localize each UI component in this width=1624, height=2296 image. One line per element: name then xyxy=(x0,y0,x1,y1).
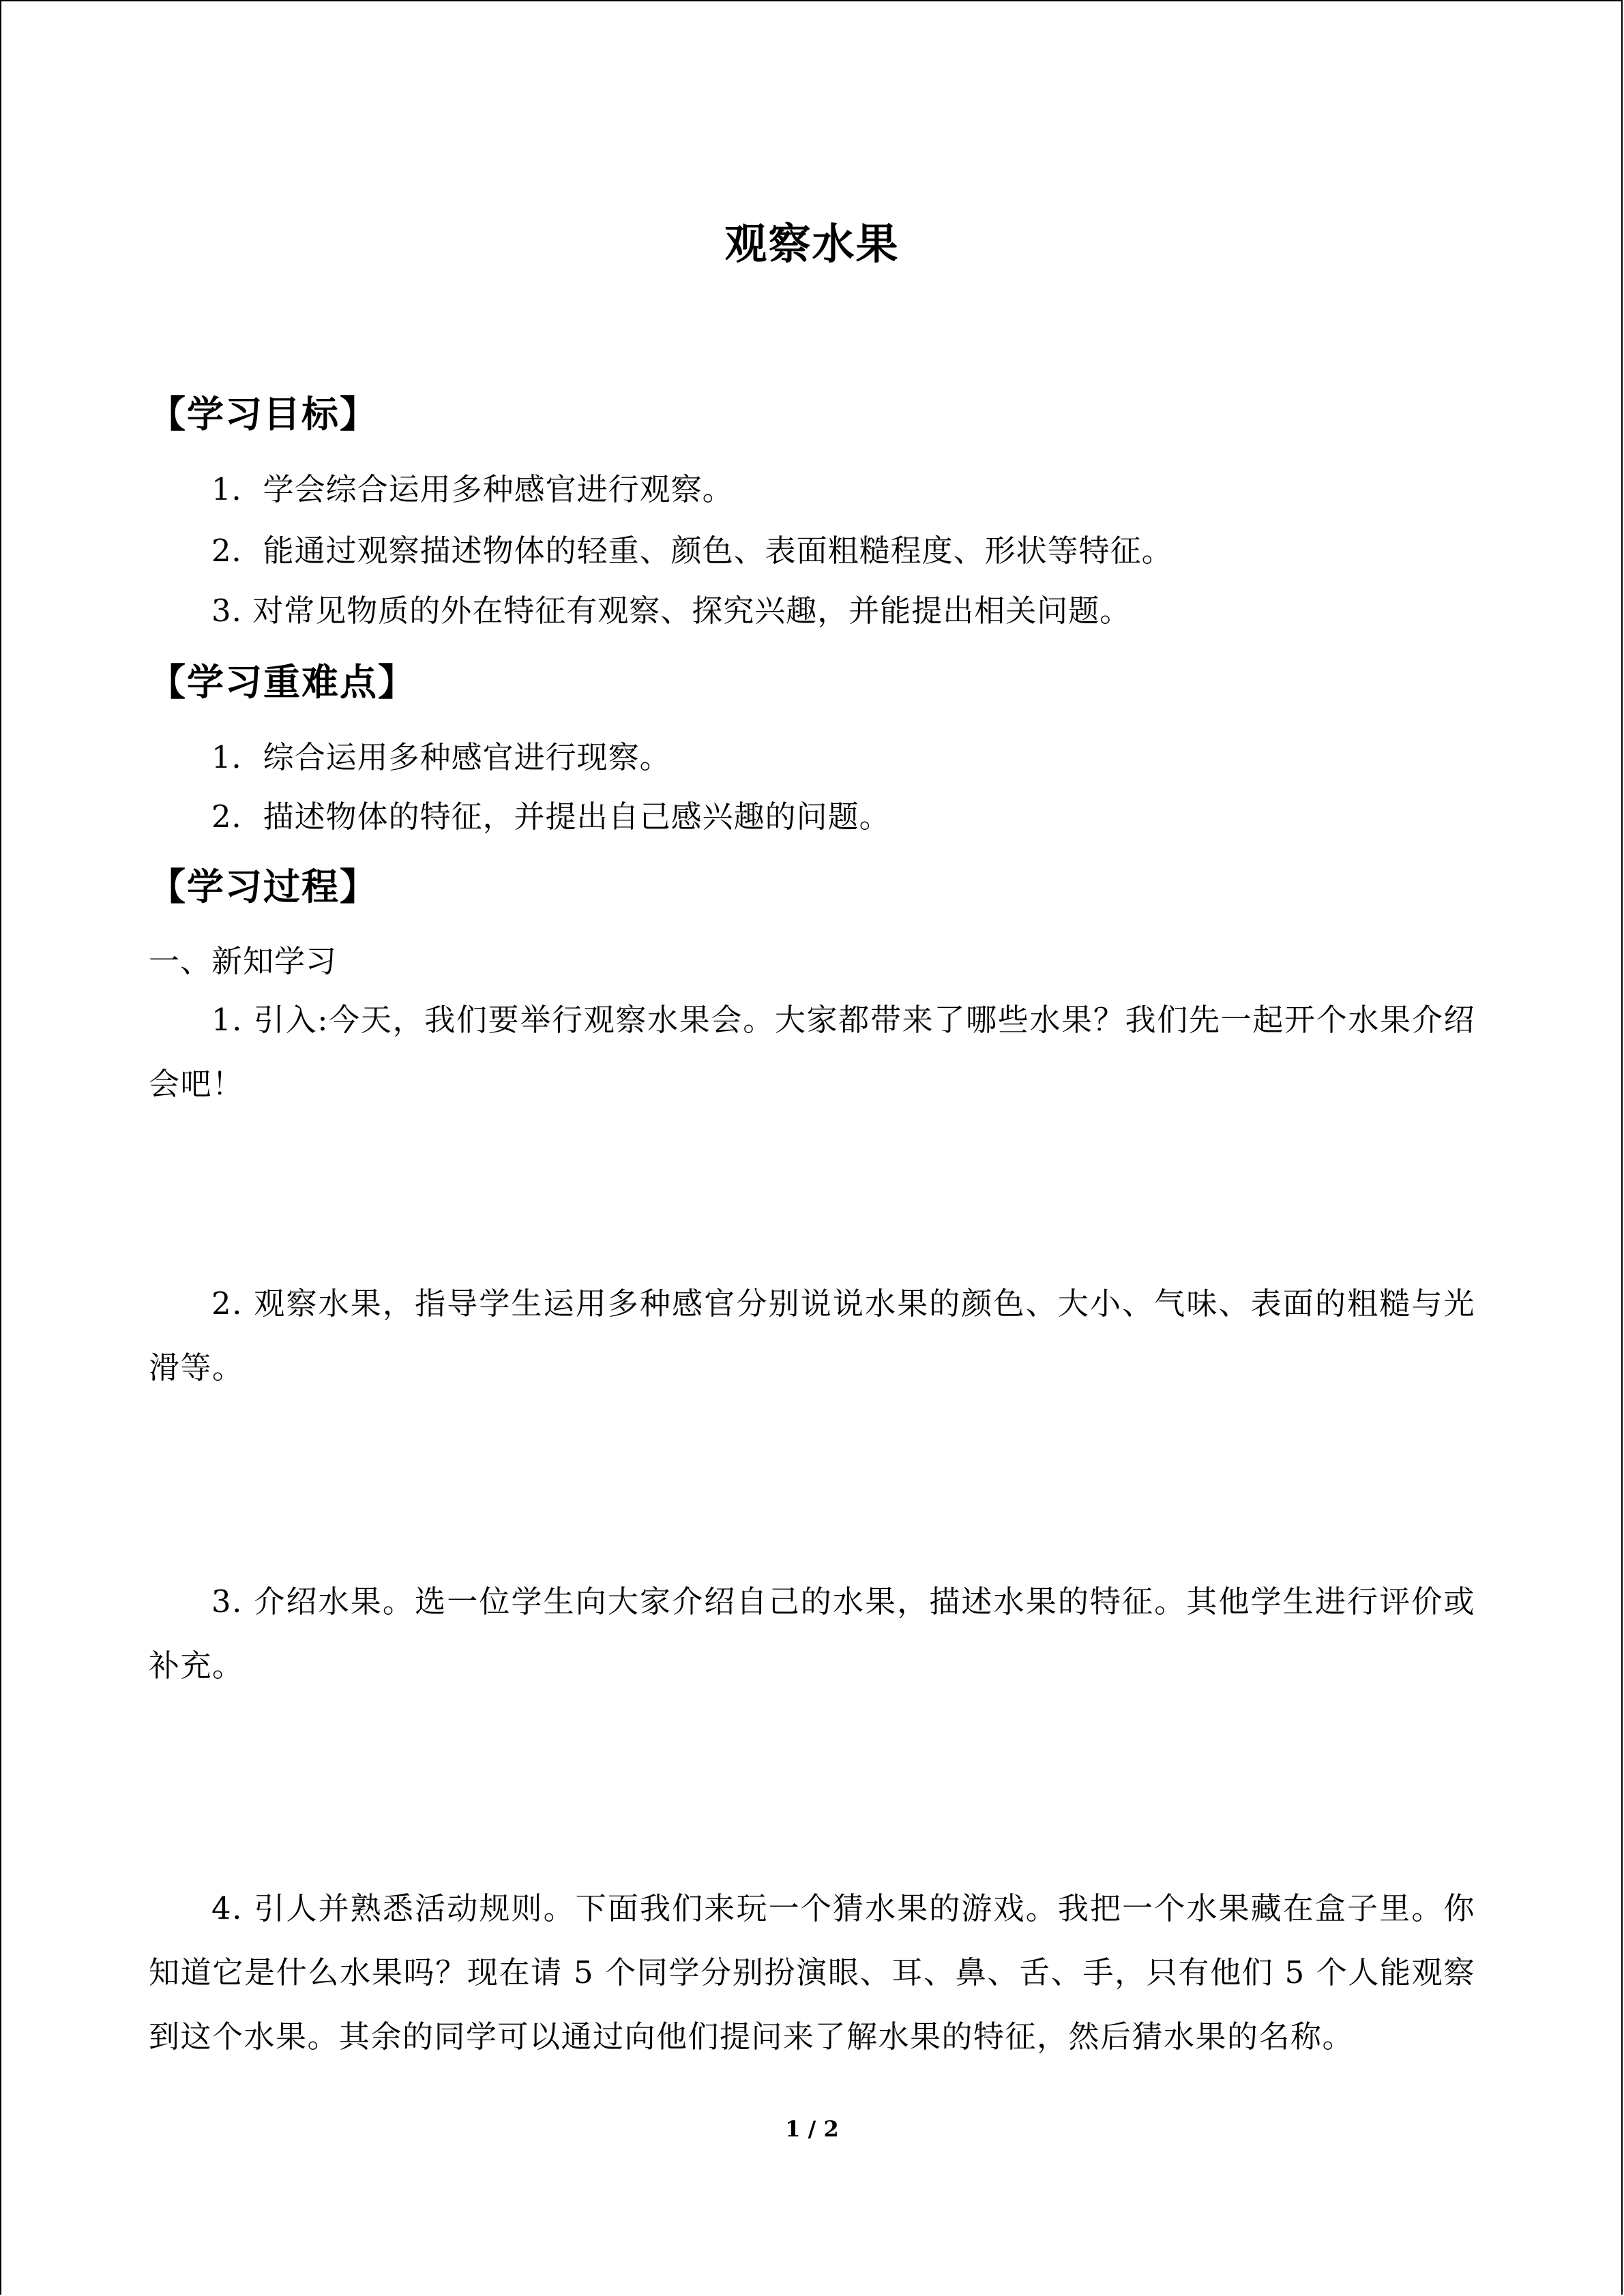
process-step-4: 4. 引人并熟悉活动规则。下面我们来玩一个猜水果的游戏。我把一个水果藏在盒子里。你知道它是什么水果吗？现在请 5 个同学分别扮演眼、耳、鼻、舌、手，只有他们 5 个人能观察到这个水果。其余的同学可以通过向他们提问来了解水果的特征，然后猜水果的名称。 xyxy=(149,1890,1475,2055)
heading-key-points: 【学习重难点】 xyxy=(149,661,416,704)
process-step-3: 3. 介绍水果。选一位学生向大家介绍自己的水果，描述水果的特征。其他学生进行评价或补充。 xyxy=(149,1583,1475,1684)
objective-item-1: 1．学会综合运用多种感官进行观察。 xyxy=(211,471,734,507)
key-point-item-1: 1．综合运用多种感官进行现察。 xyxy=(211,739,671,775)
process-step-2: 2. 观察水果，指导学生运用多种感官分别说说水果的颜色、大小、气味、表面的粗糙与光滑等。 xyxy=(149,1285,1475,1386)
key-point-item-2: 2．描述物体的特征，并提出自己感兴趣的问题。 xyxy=(211,799,891,835)
process-subheading: 一、新知学习 xyxy=(149,943,338,979)
page-number: 1 / 2 xyxy=(785,2116,839,2142)
heading-objectives: 【学习目标】 xyxy=(149,393,378,436)
objective-item-3: 3. 对常见物质的外在特征有观察、探究兴趣，并能提出相关问题。 xyxy=(211,593,1132,629)
heading-process: 【学习过程】 xyxy=(149,865,378,908)
process-step-1: 1. 引入:今天，我们要举行观察水果会。大家都带来了哪些水果？我们先一起开个水果介绍会吧！ xyxy=(149,1002,1475,1102)
objective-item-2: 2．能通过观察描述物体的轻重、颜色、表面粗糙程度、形状等特征。 xyxy=(211,533,1173,569)
document-title: 观察水果 xyxy=(724,219,900,269)
